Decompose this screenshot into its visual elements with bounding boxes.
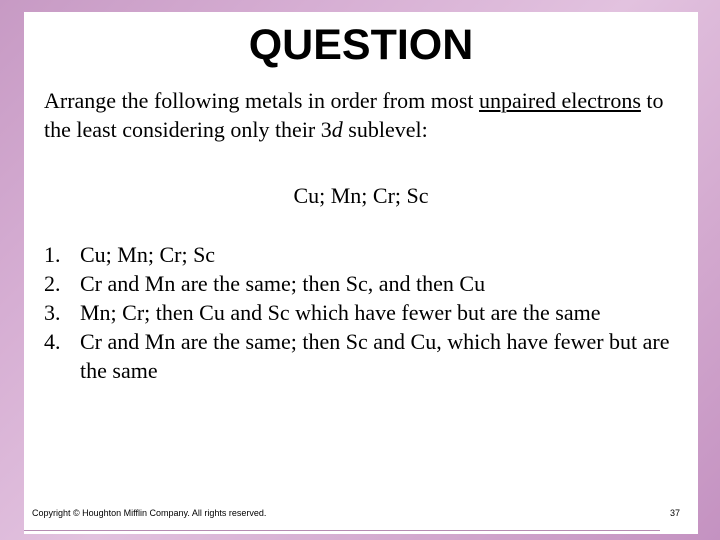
answer-option-1[interactable] bbox=[44, 240, 684, 269]
answer-options bbox=[44, 240, 684, 385]
prompt-text-3: sublevel: bbox=[342, 117, 428, 142]
question-prompt bbox=[44, 86, 674, 144]
option-number: 1. bbox=[44, 242, 61, 267]
slide-title: QUESTION bbox=[248, 21, 474, 69]
prompt-underlined: unpaired electrons bbox=[479, 88, 641, 113]
option-text: Cu; Mn; Cr; Sc bbox=[80, 242, 216, 267]
option-number: 3. bbox=[44, 300, 61, 325]
answer-option-4[interactable] bbox=[44, 327, 684, 385]
metals-list: Cu; Mn; Cr; Sc bbox=[293, 183, 429, 208]
prompt-text-1: Arrange the following metals in order from most bbox=[44, 88, 480, 113]
option-number: 2. bbox=[44, 271, 61, 296]
answer-option-2[interactable] bbox=[44, 269, 684, 298]
footer-divider bbox=[24, 530, 660, 531]
answer-option-3[interactable] bbox=[44, 298, 684, 327]
prompt-italic: d bbox=[331, 117, 343, 142]
prompt-text-2: to the least considering only their 3 bbox=[44, 88, 664, 142]
page-number: 37 bbox=[669, 508, 680, 518]
option-text: Mn; Cr; then Cu and Sc which have fewer but are the same bbox=[80, 300, 601, 325]
option-text: Cr and Mn are the same; then Sc and Cu, which have fewer but are the same bbox=[80, 329, 670, 383]
option-text: Cr and Mn are the same; then Sc, and then Cu bbox=[80, 271, 486, 296]
slide bbox=[24, 12, 698, 534]
copyright-footer: Copyright © Houghton Mifflin Company. All rights reserved. bbox=[32, 508, 267, 518]
option-number: 4. bbox=[44, 329, 61, 354]
